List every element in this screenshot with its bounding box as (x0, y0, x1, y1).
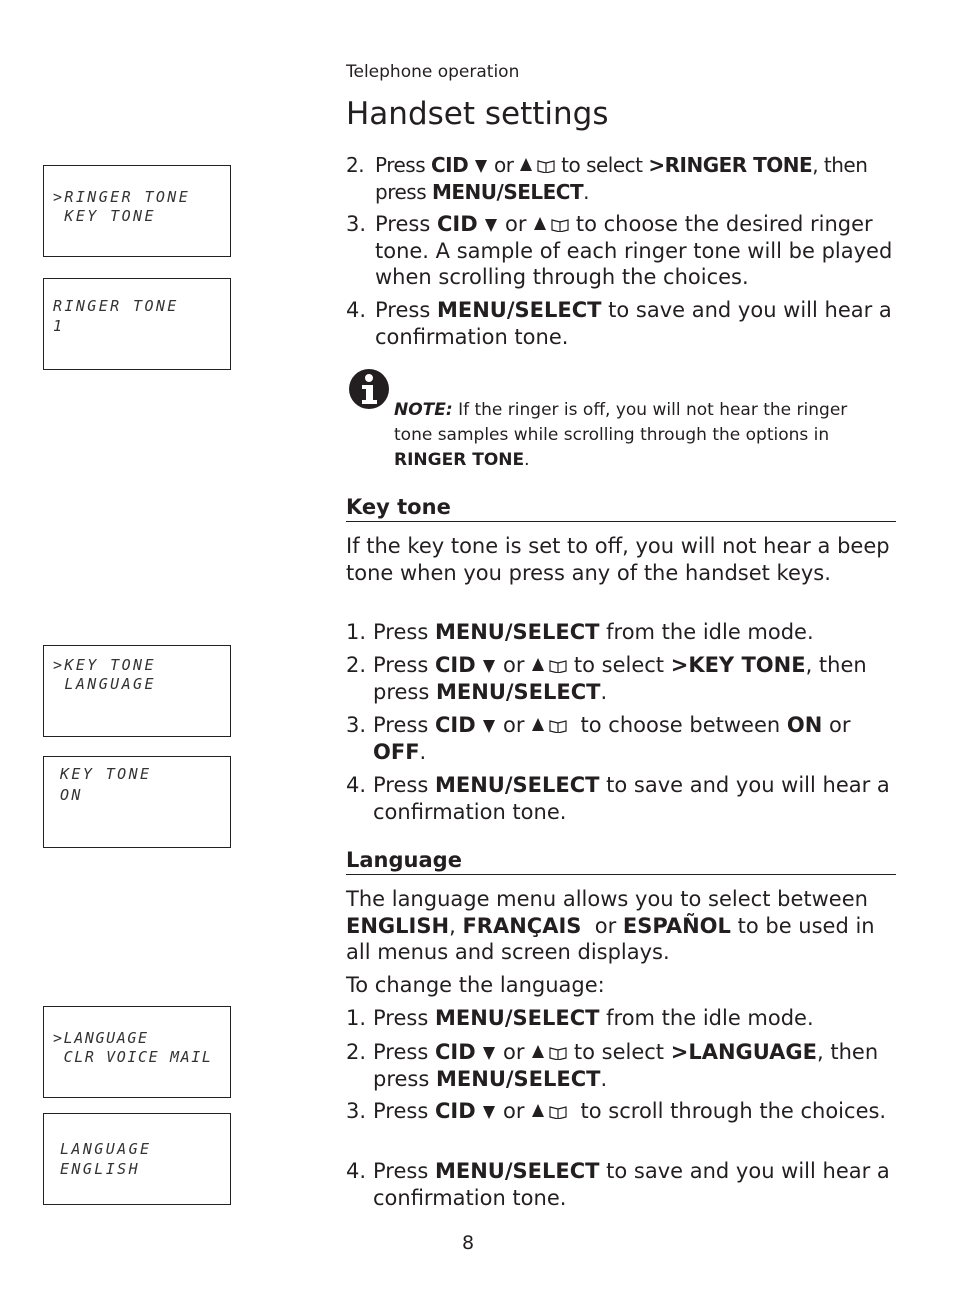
lcd-line: KEY TONE (60, 765, 152, 783)
lcd-line: >RINGER TONE (53, 188, 191, 206)
lcd-line: RINGER TONE (53, 297, 179, 315)
phonebook-icon (551, 218, 569, 232)
phonebook-icon (549, 659, 567, 673)
lcd-line: KEY TONE (53, 207, 156, 225)
lcd-line: LANGUAGE (60, 1140, 152, 1158)
lcd-screen-key-value (43, 756, 231, 848)
key-step-3: 3. Press CID or to choose between ON or OFF. (346, 713, 851, 764)
lcd-screen-ringer-menu (43, 165, 231, 257)
ringer-step-4: 4. Press MENU/SELECT to save and you will hear a confirmation tone. (346, 298, 892, 349)
lcd-line: CLR VOICE MAIL (53, 1048, 213, 1066)
down-arrow-icon (483, 660, 495, 673)
page-title: Handset settings (346, 96, 609, 132)
language-step-4: 4. Press MENU/SELECT to save and you will hear a confirmation tone. (346, 1159, 890, 1210)
key-step-4: 4. Press MENU/SELECT to save and you will hear a confirmation tone. (346, 773, 890, 824)
language-step-3: 3. Press CID or to scroll through the choices. (346, 1099, 887, 1123)
key-tone-heading: Key tone (346, 495, 896, 522)
up-arrow-icon (532, 718, 544, 731)
info-icon (348, 368, 390, 410)
language-intro: The language menu allows you to select between ENGLISH, FRANÇAIS or ESPAÑOL to be used in all menus and screen displays. (346, 887, 875, 964)
lcd-screen-language-menu (43, 1006, 231, 1098)
section-label: Telephone operation (346, 62, 520, 82)
lcd-line: >KEY TONE (53, 656, 156, 674)
lcd-line: ENGLISH (60, 1160, 141, 1178)
up-arrow-icon (532, 1045, 544, 1058)
phonebook-icon (549, 719, 567, 733)
page-number: 8 (462, 1232, 475, 1254)
lcd-line: 1 (53, 317, 65, 335)
note-text: NOTE: If the ringer is off, you will not hear the ringer tone samples while scrolling through the options in RINGER TONE. (394, 400, 848, 470)
phonebook-icon (537, 159, 555, 173)
up-arrow-icon (532, 1104, 544, 1117)
key-step-1: 1. Press MENU/SELECT from the idle mode. (346, 620, 814, 644)
lcd-screen-language-value (43, 1113, 231, 1205)
down-arrow-icon (485, 219, 497, 232)
lcd-screen-ringer-value (43, 278, 231, 370)
language-step-1: 1. Press MENU/SELECT from the idle mode. (346, 1006, 814, 1030)
language-step-2: 2. Press CID or to select >LANGUAGE, then press MENU/SELECT. (346, 1040, 879, 1091)
ringer-step-3: 3. Press CID or to choose the desired ringer tone. A sample of each ringer tone will be played when scrolling through the choices. (346, 212, 893, 289)
language-change-text: To change the language: (346, 973, 605, 997)
lcd-line: LANGUAGE (53, 675, 156, 693)
up-arrow-icon (532, 658, 544, 671)
down-arrow-icon (483, 1106, 495, 1119)
up-arrow-icon (520, 158, 532, 171)
key-step-2: 2. Press CID or to select >KEY TONE, then press MENU/SELECT. (346, 653, 867, 704)
lcd-line: ON (60, 786, 83, 804)
phonebook-icon (549, 1105, 567, 1119)
ringer-step-2: 2. Press CID or to select >RINGER TONE, then press MENU/SELECT. (346, 153, 868, 204)
up-arrow-icon (534, 217, 546, 230)
lcd-screen-key-menu (43, 645, 231, 737)
phonebook-icon (549, 1046, 567, 1060)
language-heading: Language (346, 848, 896, 875)
lcd-line: >LANGUAGE (53, 1029, 149, 1047)
down-arrow-icon (483, 1047, 495, 1060)
down-arrow-icon (475, 160, 487, 173)
key-tone-intro: If the key tone is set to off, you will not hear a beep tone when you press any of the handset keys. (346, 534, 890, 585)
down-arrow-icon (483, 720, 495, 733)
